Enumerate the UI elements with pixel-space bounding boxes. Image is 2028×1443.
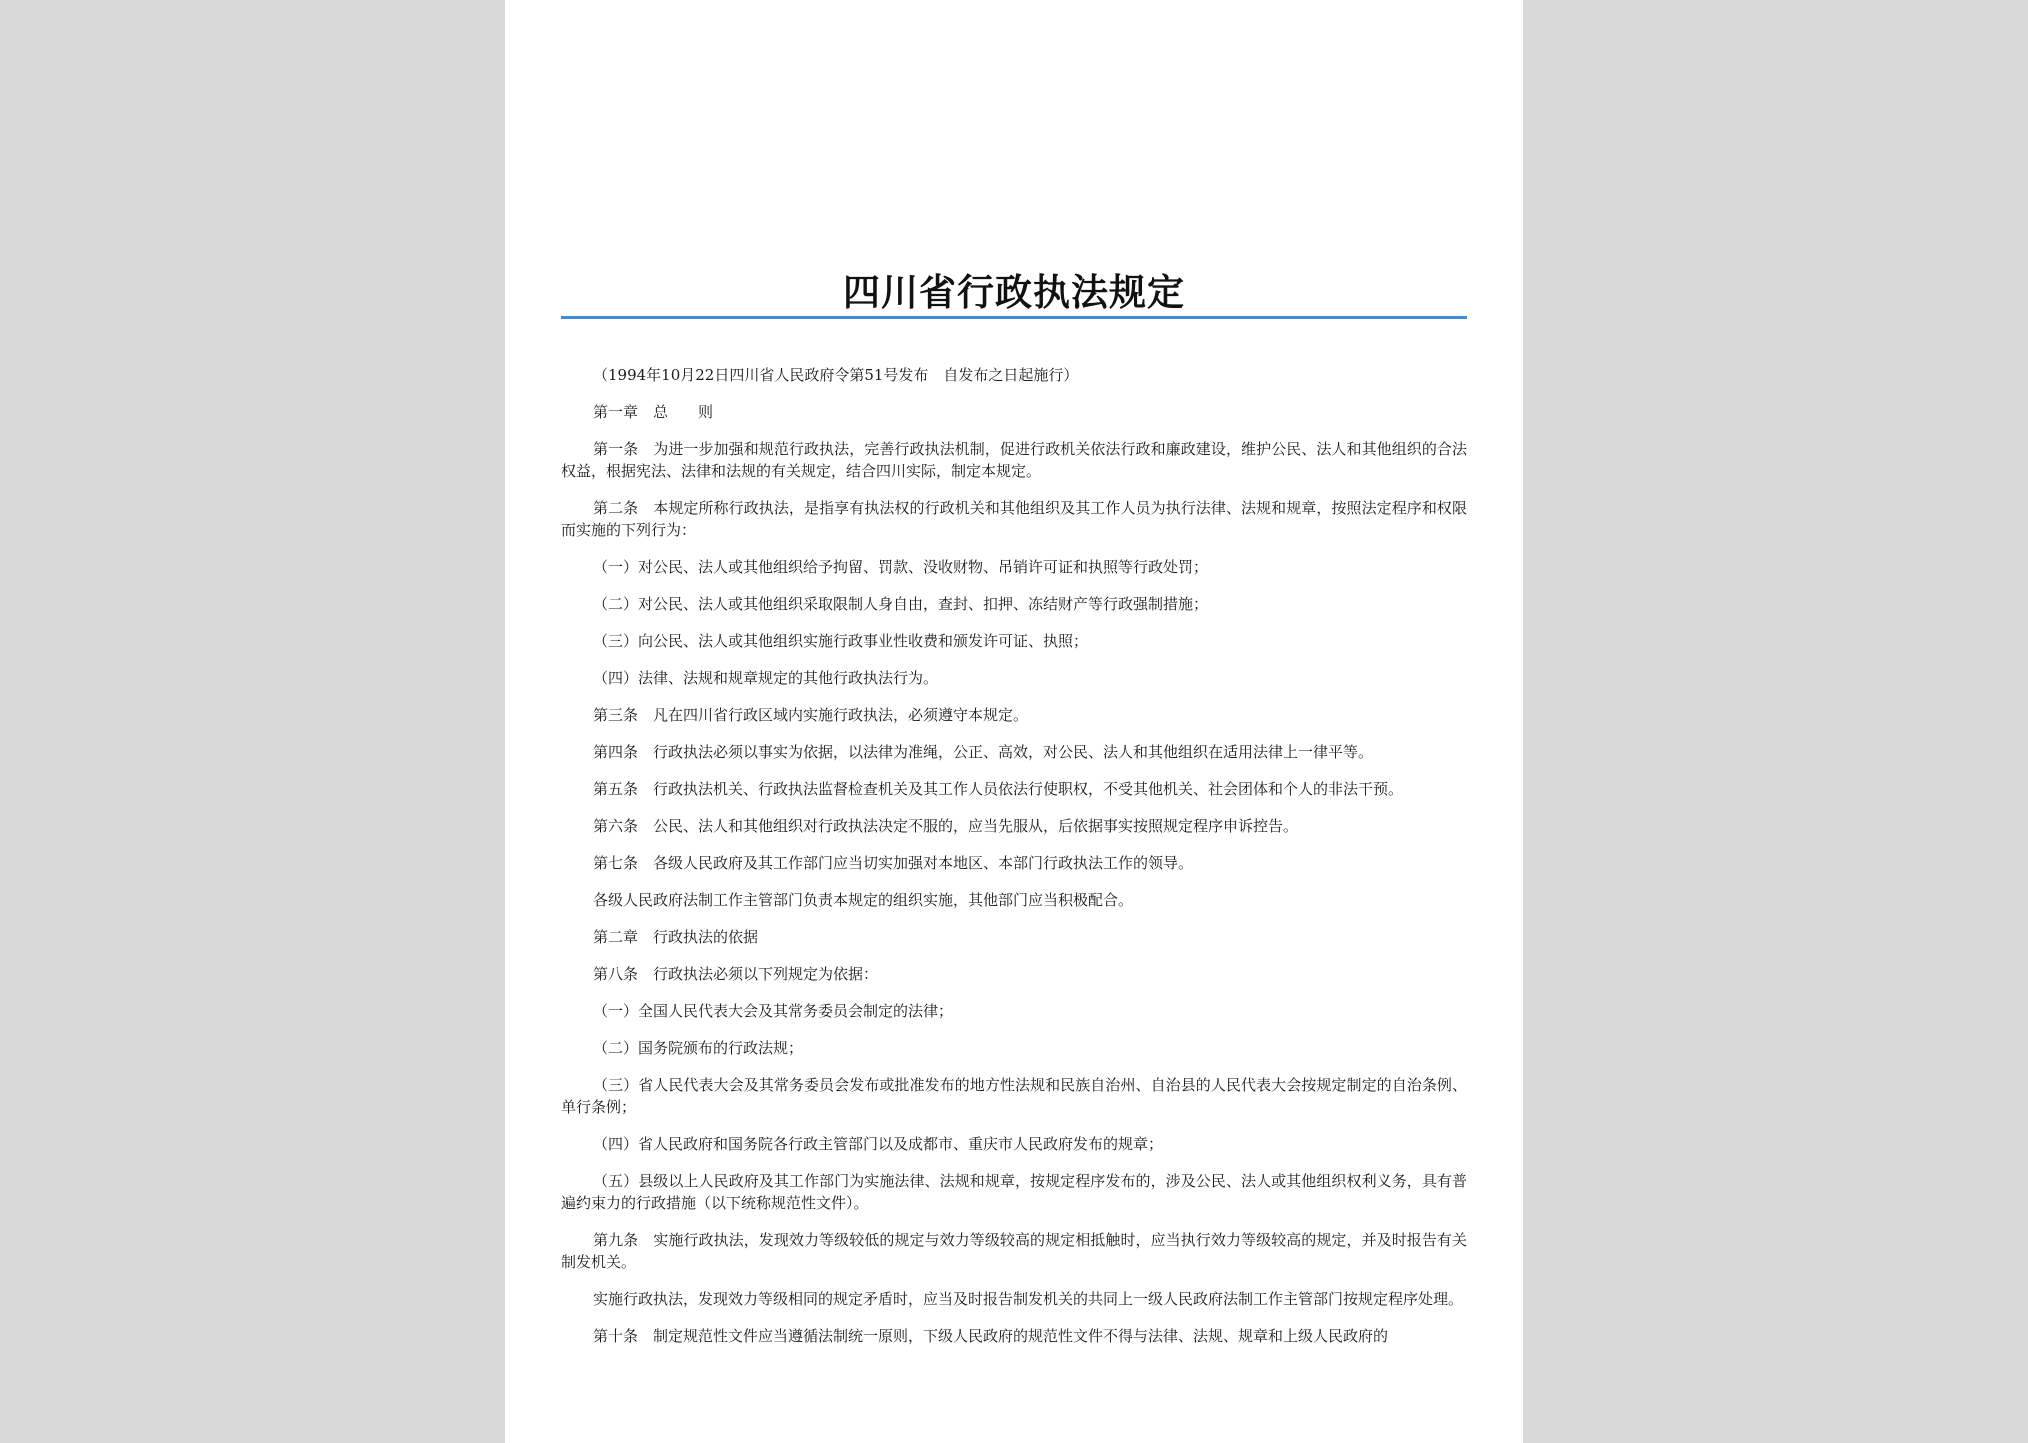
- article-paragraph: 第四条 行政执法必须以事实为依据，以法律为准绳，公正、高效，对公民、法人和其他组织在适用法律上一律平等。: [593, 743, 1374, 761]
- list-item: （二）国务院颁布的行政法规；: [593, 1039, 804, 1057]
- list-item: （二）对公民、法人或其他组织采取限制人身自由，查封、扣押、冻结财产等行政强制措施；: [593, 595, 1209, 613]
- list-item: （三）向公民、法人或其他组织实施行政事业性收费和颁发许可证、执照；: [593, 632, 1089, 650]
- article-paragraph: 第八条 行政执法必须以下列规定为依据：: [593, 965, 879, 983]
- article-paragraph: 实施行政执法，发现效力等级相同的规定矛盾时，应当及时报告制发机关的共同上一级人民政府法制工作主管部门按规定程序处理。: [593, 1290, 1464, 1308]
- chapter-heading: 第二章 行政执法的依据: [593, 928, 759, 946]
- list-item: （四）法律、法规和规章规定的其他行政执法行为。: [593, 669, 939, 687]
- list-item: （一）全国人民代表大会及其常务委员会制定的法律；: [593, 1002, 954, 1020]
- article-paragraph: 第七条 各级人民政府及其工作部门应当切实加强对本地区、本部门行政执法工作的领导。: [593, 854, 1194, 872]
- promulgation-note: （1994年10月22日四川省人民政府令第51号发布 自发布之日起施行）: [593, 366, 1079, 384]
- document-title: 四川省行政执法规定: [843, 271, 1185, 314]
- article-paragraph: 第九条 实施行政执法，发现效力等级较低的规定与效力等级较高的规定相抵触时，应当执行效力等级较高的规定，并及时报告有关制发机关。: [561, 1231, 1467, 1271]
- article-paragraph: 各级人民政府法制工作主管部门负责本规定的组织实施，其他部门应当积极配合。: [593, 891, 1134, 909]
- article-paragraph: 第五条 行政执法机关、行政执法监督检查机关及其工作人员依法行使职权，不受其他机关、社会团体和个人的非法干预。: [593, 780, 1404, 798]
- list-item: （三）省人民代表大会及其常务委员会发布或批准发布的地方性法规和民族自治州、自治县的人民代表大会按规定制定的自治条例、单行条例；: [561, 1076, 1467, 1116]
- chapter-heading: 第一章 总 则: [593, 403, 714, 421]
- list-item: （四）省人民政府和国务院各行政主管部门以及成都市、重庆市人民政府发布的规章；: [593, 1135, 1164, 1153]
- title-divider: [561, 316, 1467, 319]
- document-body: [561, 364, 1467, 1362]
- article-paragraph: 第二条 本规定所称行政执法，是指享有执法权的行政机关和其他组织及其工作人员为执行法律、法规和规章，按照法定程序和权限而实施的下列行为：: [561, 499, 1467, 539]
- list-item: （五）县级以上人民政府及其工作部门为实施法律、法规和规章，按规定程序发布的，涉及公民、法人或其他组织权利义务，具有普遍约束力的行政措施（以下统称规范性文件）。: [561, 1172, 1467, 1212]
- article-paragraph: 第十条 制定规范性文件应当遵循法制统一原则，下级人民政府的规范性文件不得与法律、法规、规章和上级人民政府的: [593, 1327, 1389, 1345]
- article-paragraph: 第六条 公民、法人和其他组织对行政执法决定不服的，应当先服从，后依据事实按照规定程序申诉控告。: [593, 817, 1299, 835]
- document-page: [505, 0, 1523, 1443]
- article-paragraph: 第三条 凡在四川省行政区域内实施行政执法，必须遵守本规定。: [593, 706, 1029, 724]
- list-item: （一）对公民、法人或其他组织给予拘留、罚款、没收财物、吊销许可证和执照等行政处罚；: [593, 558, 1209, 576]
- article-paragraph: 第一条 为进一步加强和规范行政执法，完善行政执法机制，促进行政机关依法行政和廉政建设，维护公民、法人和其他组织的合法权益，根据宪法、法律和法规的有关规定，结合四川实际，制定本规定。: [561, 440, 1467, 480]
